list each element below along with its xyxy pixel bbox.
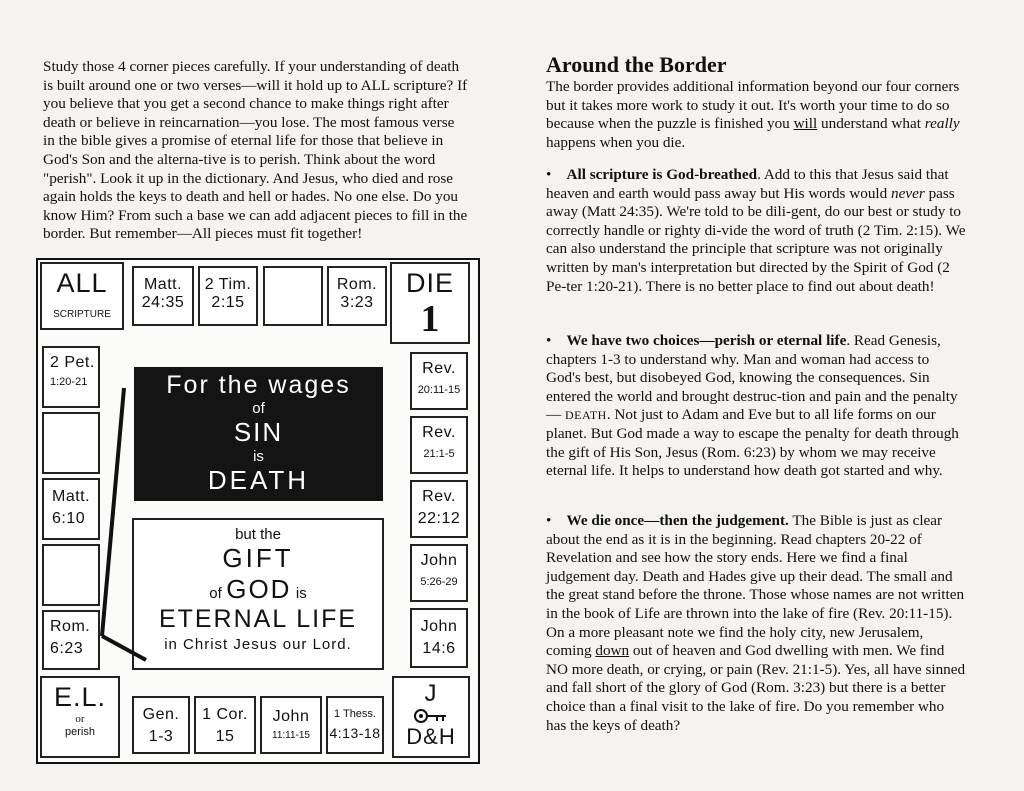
corner-title: DIE — [405, 268, 454, 298]
tile-book: Gen. — [142, 706, 180, 723]
tile-verse: 22:12 — [417, 510, 461, 528]
key-icon — [413, 708, 449, 724]
wages-line: For the wages — [166, 371, 351, 399]
corner-sub: D&H — [406, 723, 456, 749]
verse-tile-rev-22-12 — [410, 480, 468, 538]
tile-book: Rev. — [422, 424, 456, 441]
intro-text: happens when you die. — [546, 133, 686, 151]
gift-of-god-panel — [132, 518, 384, 670]
verse-tile-john-5-26 — [410, 544, 468, 602]
intro-paragraph: Study those 4 corner pieces carefully. If your understanding of death is built around one or two verses—will it hold up to ALL scripture? If you believe that you get a second chance to make things right after death or believe in reincarnation—you lose. The most famous verse in the bible gives a promise of eternal life for those that believe in God's Son and the alterna-tive is to perish. Think about the word "perish". Look it up in the dictionary. And Jesus, who died and rose again holds the keys to death and hell or hades. No one else. Do you know Him? From such a base we can add adjacent pieces to fill in the border. But remember—All pieces must fit together! — [43, 58, 468, 243]
tile-verse: 1-3 — [148, 728, 174, 746]
verse-tile-2tim-2-15 — [198, 266, 258, 326]
verse-tile-blank — [263, 266, 323, 326]
left-page — [0, 0, 510, 791]
corner-eternal-life-or-perish — [40, 676, 120, 758]
tile-verse: 15 — [215, 728, 235, 746]
tile-verse: 3:23 — [340, 294, 374, 312]
point-text: pass away (Matt 24:35). We're told to be dili-gent, do our best or study to correctly handle or righty di-vide the word of truth (2 Tim. 2:15). We can also understand the principle that scripture was not originally written by man's interpretation but directed by the Spirit of God (2 Pe-ter 1:20-21). There is no better place to find out about death! — [546, 184, 966, 295]
corner-number: 1 — [420, 298, 440, 341]
point-heading: We have two choices—perish or eternal life — [566, 332, 847, 349]
tile-verse: 1:20-21 — [50, 376, 88, 389]
verse-tile-rev-21-1 — [410, 416, 468, 474]
gift-line: GIFT — [222, 543, 294, 573]
point-heading: All scripture is God-breathed — [566, 166, 758, 183]
point-heading: We die once—then the judgement. — [566, 512, 789, 529]
corner-or: or — [75, 713, 85, 726]
tile-verse: 21:1-5 — [423, 448, 455, 461]
tile-book: John — [420, 618, 458, 635]
tile-verse: 6:10 — [52, 510, 86, 528]
of-word: of — [209, 585, 222, 602]
intro-text: understand what — [817, 115, 925, 133]
tile-book: 1 Cor. — [202, 706, 248, 723]
verse-tile-rom-3-23 — [327, 266, 387, 326]
verse-tile-john-11-11 — [260, 696, 322, 754]
tile-book: Rom. — [336, 276, 378, 293]
verse-tile-matt-6-10 — [42, 478, 100, 540]
verse-tile-matt-24-35 — [132, 266, 194, 326]
tile-book: Rom. — [50, 618, 91, 635]
verse-tile-rev-20-11 — [410, 352, 468, 410]
tile-verse: 14:6 — [422, 640, 456, 658]
verse-tile-blank — [42, 544, 100, 606]
in-christ-line: in Christ Jesus our Lord. — [164, 636, 352, 653]
tile-book: John — [272, 708, 310, 725]
point-all-scripture: • All scripture is God-breathed. Add to this that Jesus said that heaven and earth would pass away but His words would never pass away (Matt 24:35). We're told to be dili-gent, do our best or study to correctly handle or righty di-vide the word of truth (2 Tim. 2:15). We can also understand the principle that scripture was not originally written by man's interpretation but directed by the Spirit of God (2 Pe-ter 1:20-21). There is no better place to find out about death! — [546, 166, 966, 295]
tile-verse: 2:15 — [211, 294, 245, 312]
verse-tile-rom-6-23 — [42, 610, 100, 670]
tile-verse: 11:11-15 — [272, 730, 310, 742]
god-word: GOD — [226, 574, 292, 604]
right-page — [512, 0, 1024, 791]
verse-tile-1cor-15 — [194, 696, 256, 754]
but-the-line: but the — [235, 526, 281, 543]
point-text: The Bible is just as clear about the end as it is in the beginning. Read chapters 20-22 of Revelation and see how the story ends. Here we find a final judgement day. Death and Hades give up their dead. The small and the great stand before the throne. Those whose names are not written in the book of Life are thrown into the lake of fire (Rev. 20:11-15). On a more pleasant note we find the holy city, new Jerusalem, coming — [546, 512, 965, 660]
verse-tile-blank — [42, 412, 100, 474]
wages-of-sin-panel — [134, 367, 383, 501]
is-line: is — [253, 448, 264, 465]
point-two-choices: • We have two choices—perish or eternal life. Read Genesis, chapters 1-3 to understand why. Man and woman had access to God's best, but disobeyed God, knowing the consequences. Sin entered the world and brought destruc-tion and pain and the penalty— DEATH. Not just to Adam and Eve but to all life forms on our planet. But God made a way to escape the penalty for death through the gift of His Son, Jesus (Rom. 6:23) by whom we may receive eternal life. It helps to understand how death got started and why. — [546, 332, 959, 480]
of-line: of — [252, 400, 265, 417]
corner-title: E.L. — [53, 682, 107, 712]
corner-keys-death-hades — [392, 676, 470, 758]
tile-book: Rev. — [422, 488, 456, 505]
point-judgement: • We die once—then the judgement. The Bible is just as clear about the end as it is in the beginning. Read chapters 20-22 of Revelation and see how the story ends. Here we find a final judgement day. Death and Hades give up their dead. The small and the great stand before the throne. Those whose names are not written in the book of Life are thrown into the lake of fire (Rev. 20:11-15). On a more pleasant note we find the holy city, new Jerusalem, coming down out of heaven and God dwelling with men. We find NO more death, or crying, or pain (Rev. 21:1-5). Yes, all have sinned and fall short of the glory of God (Rom. 3:23) but there is a better choice than a final visit to the lake of fire. Do you remember who has the keys of death? — [546, 512, 966, 734]
sin-line: SIN — [233, 417, 284, 447]
verse-tile-gen-1-3 — [132, 696, 190, 754]
point-never: never — [891, 184, 925, 202]
tile-book: 1 Thess. — [334, 708, 376, 720]
intro-will: will — [793, 115, 818, 133]
tile-book: Matt. — [143, 276, 183, 293]
tile-verse: 5:26-29 — [420, 576, 458, 589]
corner-title: ALL — [56, 268, 108, 298]
point-text: out of heaven and God dwelling with men. We find NO more death, or crying, or pain (Rev. 21:1-5). Yes, all have sinned and fall short of the glory of God (Rom. 3:23) but there is a better choice than a final visit to the lake of fire. Do you remember who has the keys of death? — [546, 642, 966, 734]
death-line: DEATH — [207, 465, 310, 495]
tile-verse: 20:11-15 — [417, 384, 461, 397]
point-down: down — [595, 642, 630, 660]
tile-verse: 6:23 — [50, 640, 84, 658]
intro-really: really — [924, 115, 960, 133]
section-title: Around the Border — [546, 52, 727, 77]
verse-tile-john-14-6 — [410, 608, 468, 668]
intro-text: The border provides additional information beyond our four corners but it takes more work to study it out. It's worth your time to do so because when the puzzle is finished you — [546, 78, 960, 133]
tile-book: Matt. — [52, 488, 91, 505]
point-text: . Not just to Adam and Eve but to all life forms on our planet. But God made a way to escape the penalty for death through the gift of His Son, Jesus (Rom. 6:23) by whom we may receive eternal life. It helps to understand how death got started and why. — [546, 406, 959, 480]
corner-all-scripture — [40, 262, 124, 330]
point-text: . Read Genesis, chapters 1-3 to understand why. Man and woman had access to God's best, but disobeyed God, knowing the consequences. Sin entered the world and brought destruc-tion and pain and the penalty— — [546, 332, 958, 424]
point-death: DEATH — [564, 408, 607, 423]
corner-sub: SCRIPTURE — [53, 309, 111, 321]
tile-book: John — [420, 552, 458, 569]
border-intro-paragraph — [546, 78, 966, 152]
puzzle-board — [36, 258, 480, 764]
verse-tile-1thess-4-13 — [326, 696, 384, 754]
eternal-life-line: ETERNAL LIFE — [158, 605, 358, 633]
tile-book: 2 Tim. — [204, 276, 252, 293]
corner-title: J — [424, 680, 438, 707]
corner-die-once — [390, 262, 470, 344]
tile-book: Rev. — [422, 360, 456, 377]
tile-verse: 4:13-18 — [329, 724, 381, 741]
tile-book: 2 Pet. — [50, 354, 95, 371]
is-word: is — [295, 585, 307, 602]
tile-verse: 24:35 — [141, 294, 185, 312]
of-god-line — [134, 574, 382, 605]
corner-sub: perish — [65, 725, 95, 738]
point-text: . Add to this that Jesus said that heaven and earth would pass away but His words would — [546, 166, 949, 202]
verse-tile-2pet-1-20 — [42, 346, 100, 408]
